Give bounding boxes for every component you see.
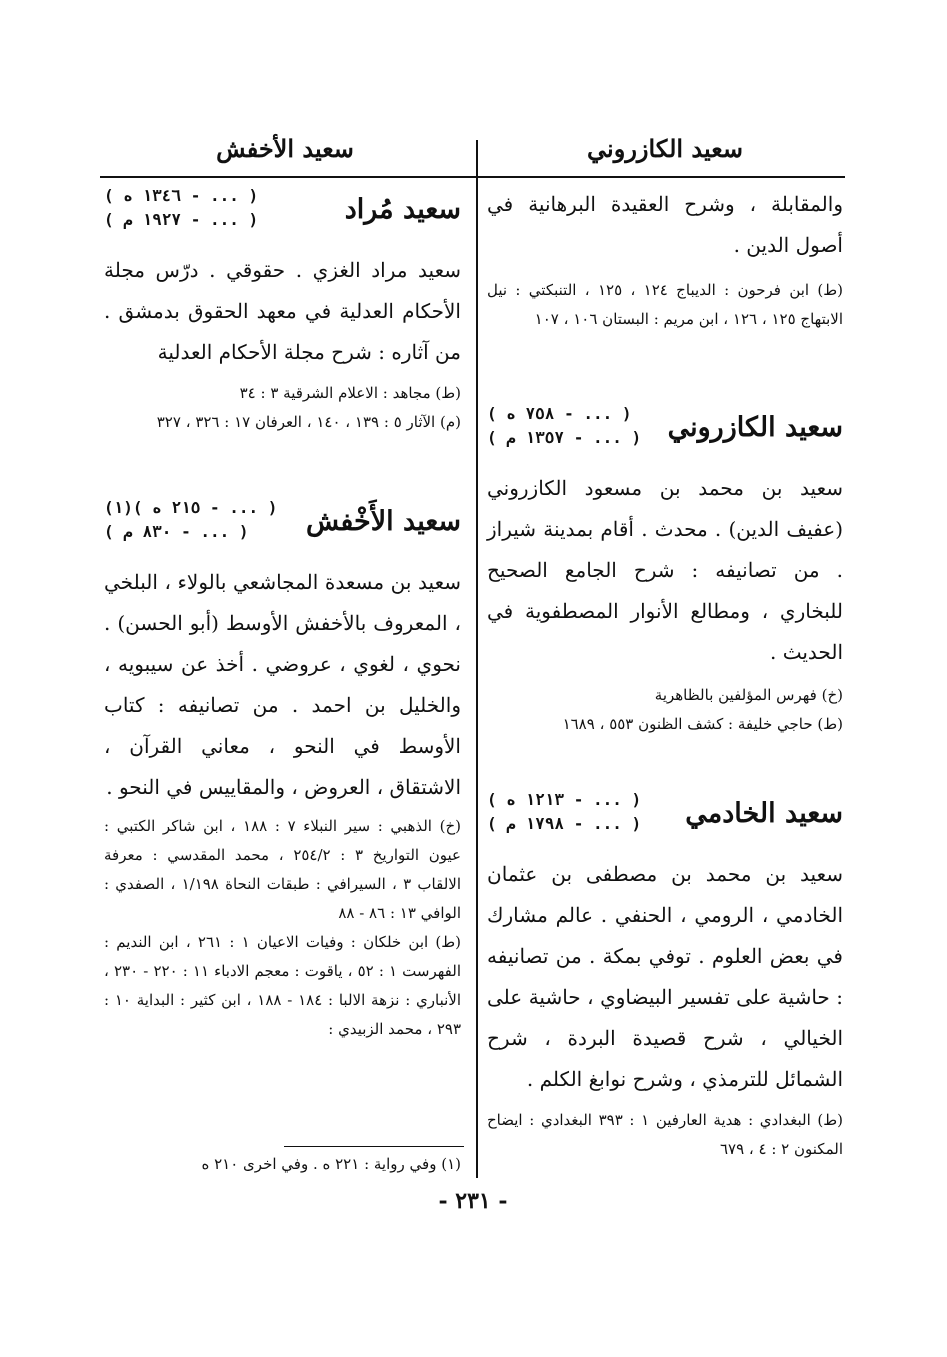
footnote: (١) وفي رواية : ٢٢١ ه . وفي اخرى ٢١٠ ه (201, 1155, 461, 1173)
entry-akhfash (104, 496, 461, 1044)
entry-header (487, 402, 843, 468)
entry-refs-manuscript: (خ) فهرس المؤلفين بالظاهرية (654, 686, 843, 704)
running-header (100, 128, 850, 178)
entry-header (487, 788, 843, 854)
entry-refs-printed: (ط) البغدادي : هدية العارفين ١ : ٣٩٣ البغدادي : ايضاح المكنون ٢ : ٤ ، ٦٧٩ (487, 1111, 843, 1158)
entry-name: سعيد مُراد (344, 194, 461, 225)
entry-header (104, 184, 461, 250)
entry-murad (104, 184, 461, 437)
dates-gregorian: ( ... - ١٧٩٨ م ) (487, 814, 642, 833)
entry-refs-printed: (ط) مجاهد : الاعلام الشرقية ٣ : ٣٤ (239, 384, 461, 402)
header-rule (100, 176, 845, 178)
footnote-rule (284, 1146, 464, 1147)
dates-gregorian: ( ... - ١٩٢٧ م ) (104, 210, 259, 229)
entry-text: سعيد بن مسعدة المجاشعي بالولاء ، البلخي ، المعروف بالأخفش الأوسط (أبو الحسن) . نحوي ، لغوي ، عروضي . أخذ عن سيبويه ، والخليل بن احمد . من تصانيفه : كتاب الأوسط في النحو ، معاني القرآن ، الاشتقاق ، العروض ، والمقاييس في النحو . (104, 570, 461, 799)
dates-hijri: ( ... - ٢١٥ ه )(١) (104, 498, 278, 517)
entry-name: سعيد الخادمي (685, 798, 843, 829)
entry-dates (487, 788, 641, 836)
entry-kazaruni (487, 402, 843, 739)
entry-refs-printed: (ط) ابن خلكان : وفيات الاعيان ١ : ٢٦١ ، ابن النديم : الفهرست ١ : ٥٢ ، ياقوت : معجم الادباء ١١ : ٢٢٠ - ٢٣٠ ، الأنباري : نزهة الالبا : ١٨٤ - ١٨٨ ، ابن كثير : البداية ١٠ : ٢٩٣ ، محمد الزبيدي : (104, 933, 462, 1038)
entry-refs-manuscript: (خ) الذهبي : سير النبلاء ٧ : ١٨٨ ، ابن شاكر الكتبي : عيون التواريخ ٣ : ٢٥٤/٢ ، محمد المقدسي : معرفة الالقاب ٣ ، السيرافي : طبقات النحاة ١/١٩٨ ، الصفدي : الوافي ١٣ : ٨٦ - ٨٨ (104, 817, 462, 922)
continuation-refs: (ط) ابن فرحون : الديباج ١٢٤ ، ١٢٥ ، التنبكتي : نيل الابتهاج ١٢٥ ، ١٢٦ ، ابن مريم : البستان ١٠٦ ، ١٠٧ (487, 281, 843, 328)
entry-dates (104, 184, 258, 232)
entry-name: سعيد الأَخْفش (305, 506, 461, 537)
header-right-title: سعيد الكازروني (587, 134, 743, 163)
entry-name: سعيد الكازروني (667, 412, 843, 443)
entry-text: سعيد بن محمد بن مصطفى بن عثمان الخادمي ، الرومي ، الحنفي . عالم مشارك في بعض العلوم . توفي بمكة . من تصانيفه : حاشية على تفسير البيضاوي ، حاشية على الخيالي ، شرح قصيدة البردة ، شرح الشمائل للترمذي ، وشرح نوابغ الكلم . (487, 862, 844, 1091)
entry-header (104, 496, 461, 562)
continuation-text: والمقابلة ، وشرح العقيدة البرهانية في أصول الدين . (487, 192, 843, 257)
dates-hijri: ( ... - ١٣٤٦ ه ) (104, 186, 259, 205)
page-number: - ٢٣١ - (438, 1188, 508, 1214)
entry-dates (104, 496, 277, 544)
column-divider (476, 140, 478, 1178)
entry-text: سعيد بن محمد بن مسعود الكازروني (عفيف الدين) . محدث . أقام بمدينة شيراز . من تصانيفه : شرح الجامع الصحيح للبخاري ، ومطالع الأنوار المصطفوية في الحديث . (487, 476, 843, 664)
dates-hijri: ( ... - ١٢١٣ ه ) (487, 790, 642, 809)
entry-khadimi (487, 788, 843, 1164)
entry-refs-periodicals: (م) الآثار ٥ : ١٣٩ ، ١٤٠ ، العرفان ١٧ : ٣٢٦ ، ٣٢٧ (156, 413, 461, 431)
dates-hijri: ( ... - ٧٥٨ ه ) (487, 404, 632, 423)
entry-text: سعيد مراد الغزي . حقوقي . درّس مجلة الأحكام العدلية في معهد الحقوق بدمشق . من آثاره : شرح مجلة الأحكام العدلية (104, 258, 461, 364)
entry-refs-printed: (ط) حاجي خليفة : كشف الظنون ٥٥٣ ، ١٦٨٩ (562, 715, 843, 733)
dates-gregorian: ( ... - ١٣٥٧ م ) (487, 428, 642, 447)
header-left-title: سعيد الأخفش (216, 134, 354, 163)
continuation-entry (487, 184, 843, 334)
entry-dates (487, 402, 641, 450)
dates-gregorian: ( ... - ٨٣٠ م ) (104, 522, 249, 541)
